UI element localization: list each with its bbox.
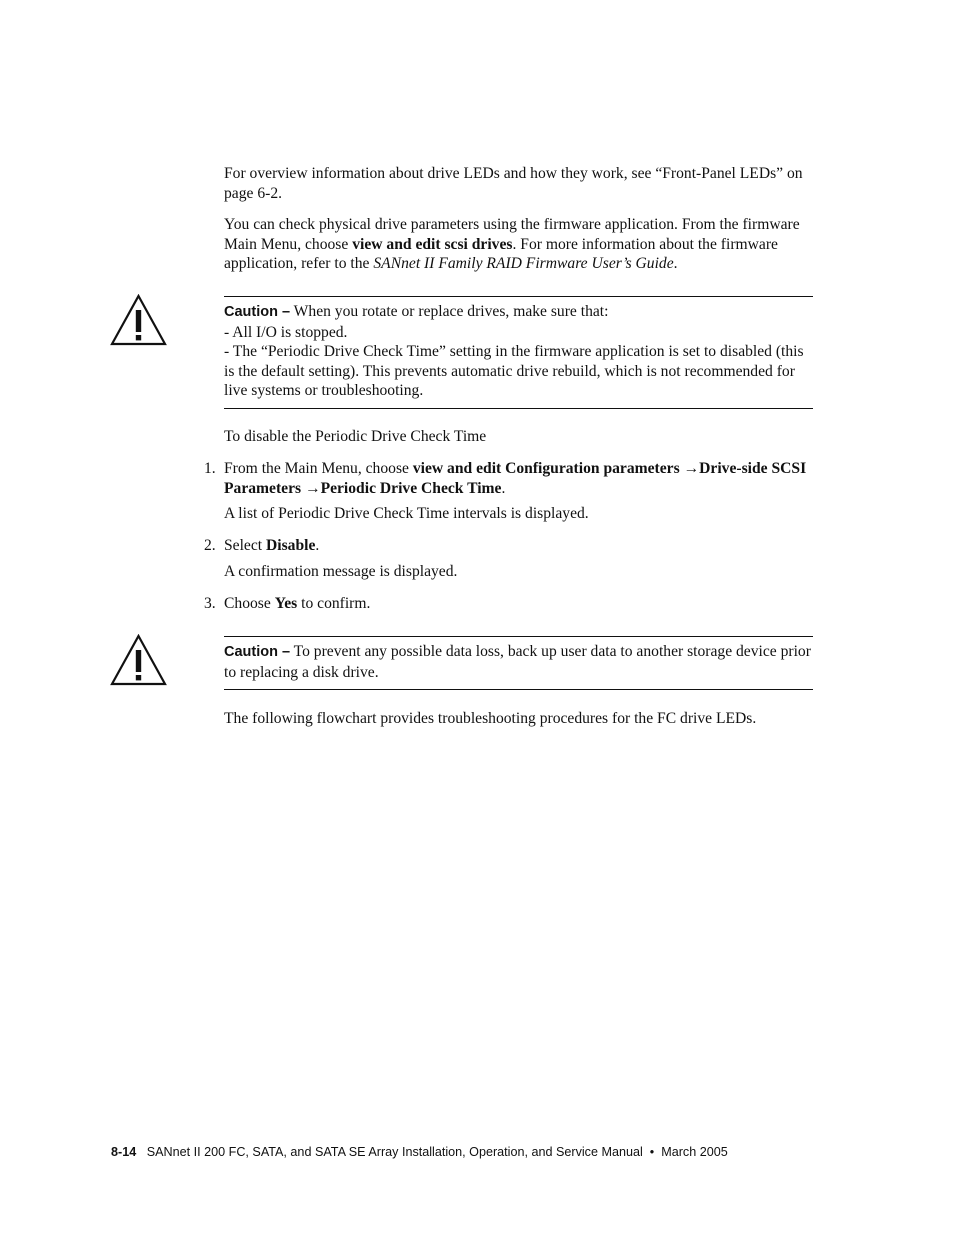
- publication-date: March 2005: [661, 1145, 728, 1159]
- firmware-text-middle: . For more information about the firmware application, refer to the: [224, 235, 778, 273]
- step-number: 3.: [204, 595, 216, 612]
- page-footer: [111, 1145, 728, 1159]
- step-number: 2.: [204, 537, 216, 554]
- menu-path-config-params: view and edit Configuration parameters: [412, 460, 680, 477]
- overview-paragraph: [224, 164, 816, 203]
- warning-triangle-icon: [110, 634, 167, 686]
- warning-triangle-icon: [110, 294, 167, 346]
- option-disable: Disable: [266, 537, 316, 554]
- firmware-text-start: You can check physical drive parameters using the firmware application. From the firmware Main Menu, choose: [224, 216, 800, 253]
- step-2-result: A confirmation message is displayed.: [224, 562, 458, 580]
- menu-path-drive-side-scsi: Drive-side SCSI Parameters: [224, 460, 807, 497]
- step-1-result: A list of Periodic Drive Check Time intervals is displayed.: [224, 505, 589, 523]
- step-number: 1.: [204, 460, 216, 477]
- procedure-heading: To disable the Periodic Drive Check Time: [224, 428, 487, 445]
- caution-item-io: - All I/O is stopped.: [224, 323, 348, 341]
- option-yes: Yes: [274, 595, 298, 612]
- arrow-icon: →: [679, 460, 700, 477]
- caution-item-periodic-check: - The “Periodic Drive Check Time” setting in the firmware application is set to disabled (this is the default setting). This prevents automatic drive rebuild, which is not recommended for live systems or troubleshooting.: [224, 343, 804, 400]
- menu-option-scsi-drives: view and edit scsi drives: [352, 235, 513, 253]
- page-number: 8-14: [111, 1145, 137, 1159]
- caution-label: Caution –: [224, 644, 291, 660]
- menu-path-periodic-check: Periodic Drive Check Time: [320, 479, 502, 497]
- manual-title: SANnet II 200 FC, SATA, and SATA SE Array Installation, Operation, and Service Manual: [146, 1145, 643, 1159]
- caution-box-rotate-drives: Caution – When you rotate or replace drives, make sure that: - All I/O is stopped. - The “Periodic Drive Check Time” setting in the firmware application is set to disabled (this is the default setting). This prevents automatic drive rebuild, which is not recommended for live systems or troubleshooting.: [224, 296, 813, 409]
- bullet-separator: •: [649, 1145, 655, 1159]
- procedure-step-1: 1. From the Main Menu, choose view and edit Configuration parameters →Drive-side SCSI Parameters →Periodic Drive Check Time. A list of Periodic Drive Check Time intervals is displayed.: [204, 459, 816, 524]
- procedure-step-2: 2. Select Disable. A confirmation message is displayed.: [204, 536, 816, 581]
- flowchart-intro-paragraph: The following flowchart provides troubleshooting procedures for the FC drive LEDs.: [224, 710, 757, 727]
- caution-label: Caution –: [224, 304, 291, 320]
- firmware-paragraph: You can check physical drive parameters using the firmware application. From the firmware Main Menu, choose view and edit scsi drives. For more information about the firmware application, refer to the SANnet II Family RAID Firmware User’s Guide.: [224, 216, 800, 273]
- arrow-icon: →: [301, 479, 321, 497]
- guide-title: SANnet II Family RAID Firmware User’s Guide: [373, 255, 674, 273]
- caution-box-data-loss: Caution – To prevent any possible data loss, back up user data to another storage device prior to replacing a disk drive.: [224, 636, 813, 690]
- procedure-step-3: 3. Choose Yes to confirm.: [204, 595, 371, 612]
- overview-text: For overview information about drive LEDs and how they work, see “Front-Panel LEDs” on page 6-2.: [224, 165, 803, 202]
